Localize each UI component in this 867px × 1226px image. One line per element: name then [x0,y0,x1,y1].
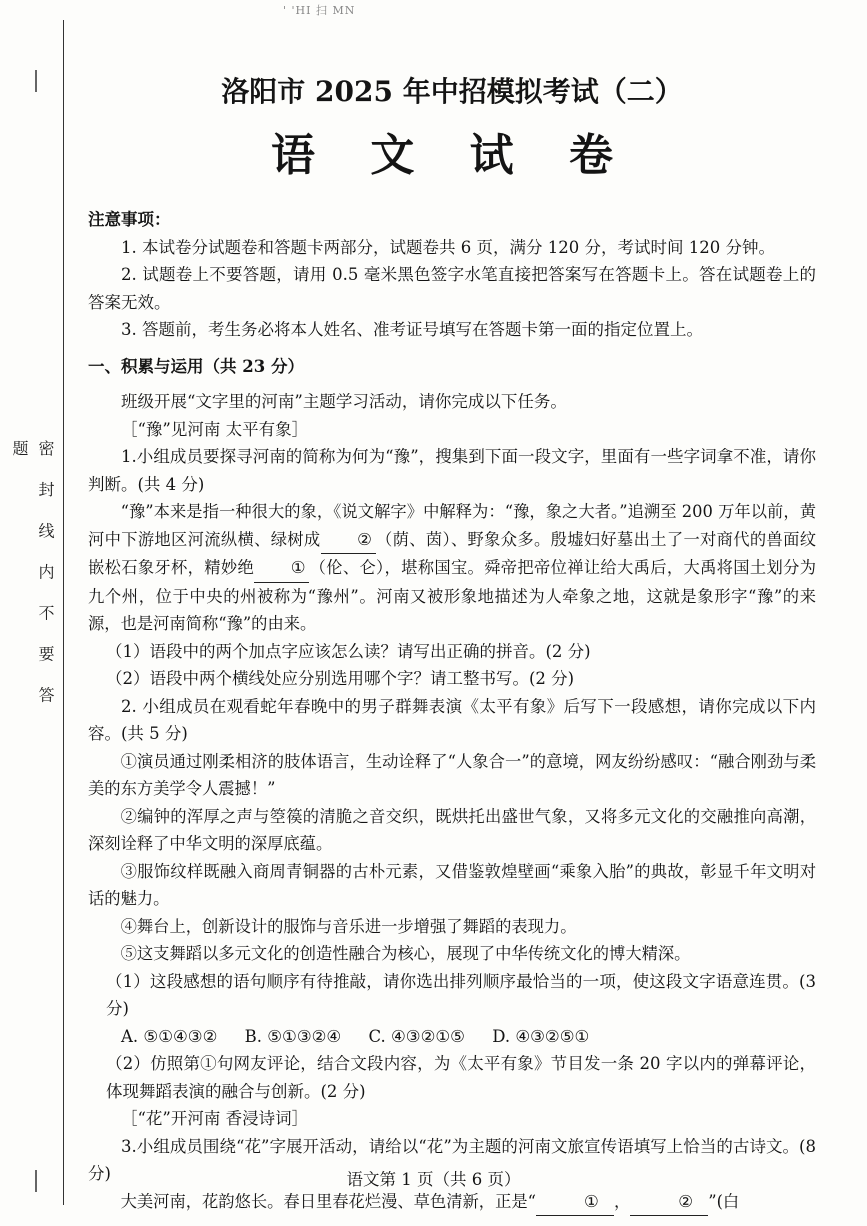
notice-item: 2. 试题卷上不要答题，请用 0.5 毫米黑色签字水笔直接把答案写在答题卡上。答在试题卷上的答案无效。 [88,265,816,312]
question-1-1: （1）语段中的两个加点字应该怎么读？请写出正确的拼音。(2 分) [106,641,591,661]
part-title: ［“豫”见河南 太平有象］ [121,419,309,439]
section-heading: 一、积累与运用（共 23 分） [88,356,304,376]
passage-text: “豫”本来是指一种很大的象，《说文解字》中解释为：“豫，象之大者。”追溯至 200 万年以前，黄河中下游地区河流纵横、绿树成 [88,502,816,549]
subject-title: 语 文 试 卷 [271,130,633,181]
top-scan-mark: ' 'HI 扫 MN [283,4,356,17]
page-footer: 语文第 1 页（共 6 页） [346,1170,521,1189]
sentence-item: ③服饰纹样既融入商周青铜器的古朴元素，又借鉴敦煌壁画“乘象入胎”的典故，彰显千年文明对话的魅力。 [88,861,816,908]
answer-blank-1: ① [536,1188,614,1217]
notice-item: 1. 本试卷分试题卷和答题卡两部分，试题卷共 6 页，满分 120 分，考试时间 120 分钟。 [121,237,775,257]
question-2: 2. 小组成员在观看蛇年春晚中的男子群舞表演《太平有象》后写下一段感想，请你完成以下内容。(共 5 分) [88,696,816,743]
passage-text: ， [613,1191,631,1211]
option-c: C. ④③②①⑤ [368,1026,465,1046]
question-1-2: （2）语段中两个横线处应分别选用哪个字？请工整书写。(2 分) [106,669,575,688]
sentence-item: ⑤这支舞蹈以多元文化的创造性融合为核心，展现了中华传统文化的博大精深。 [120,944,691,963]
option-d: D. ④③②⑤① [492,1026,590,1046]
seal-line-note: 密 封 线 内 不 要 答 题 [10,440,55,713]
notice-block [88,206,816,344]
passage-text: （荫、茵）、野象众多。殷墟妇好墓出土了一对商代的兽面纹嵌松石象牙杯，精妙绝 [88,529,816,577]
notice-heading: 注意事项： [88,210,171,229]
answer-blank-1: ① [254,554,309,583]
option-b: B. ⑤①③②④ [244,1026,342,1046]
question-1: 1.小组成员要探寻河南的简称为何为“豫”，搜集到下面一段文字，里面有一些字词拿不准，请你判断。(共 4 分) [88,447,816,494]
passage-3 [88,1188,816,1217]
passage-text: ”(白 [708,1191,740,1211]
binding-tick [35,70,37,92]
sentence-list [88,748,816,968]
section-intro: 班级开展“文字里的河南”主题学习活动，请你完成以下任务。 [121,392,567,411]
answer-blank-2: ② [630,1188,708,1217]
exam-page-content [88,70,816,1216]
sentence-item: ①演员通过刚柔相济的肢体语言，生动诠释了“人象合一”的意境，网友纷纷感叹：“融合刚劲与柔美的东方美学令人震撼！” [88,751,816,798]
question-3: 3.小组成员围绕“花”字展开活动，请给以“花”为主题的河南文旅宣传语填写上恰当的古诗文。(8 分) [88,1136,816,1183]
passage-1 [88,498,816,638]
notice-item: 3. 答题前，考生务必将本人姓名、准考证号填写在答题卡第一面的指定位置上。 [121,320,703,339]
answer-blank-2: ② [321,526,376,555]
question-2-1: （1）这段感想的语句顺序有待推敲，请你选出排列顺序最恰当的一项，使这段文字语意连贯。(3 分) [106,971,816,1018]
passage-text: （伦、仑），堪称国宝。舜帝把帝位禅让给大禹后，大禹将国土划分为九个州，位于中央的州被称为“豫州”。河南又被形象地描述为人牵象之地，这就是象形字“豫”的来源，也是河南简称“豫”的由来。 [88,558,816,633]
passage-text: 大美河南，花韵悠长。春日里春花烂漫、草色清新，正是“ [120,1191,536,1211]
sentence-item: ④舞台上，创新设计的服饰与音乐进一步增强了舞蹈的表现力。 [120,916,577,936]
sentence-item: ②编钟的浑厚之声与箜篌的清脆之音交织，既烘托出盛世气象，又将多元文化的交融推向高潮，深刻诠释了中华文明的深厚底蕴。 [88,806,816,853]
answer-options [88,1023,816,1051]
question-2-2: （2）仿照第①句网友评论，结合文段内容，为《太平有象》节目发一条 20 字以内的弹幕评论，体现舞蹈表演的融合与创新。(2 分) [106,1054,816,1101]
exam-title: 洛阳市 2025 年中招模拟考试（二） [221,75,683,108]
part-title: ［“花”开河南 香浸诗词］ [121,1109,309,1128]
binding-line [63,20,64,1205]
option-a: A. ⑤①④③② [121,1026,218,1046]
